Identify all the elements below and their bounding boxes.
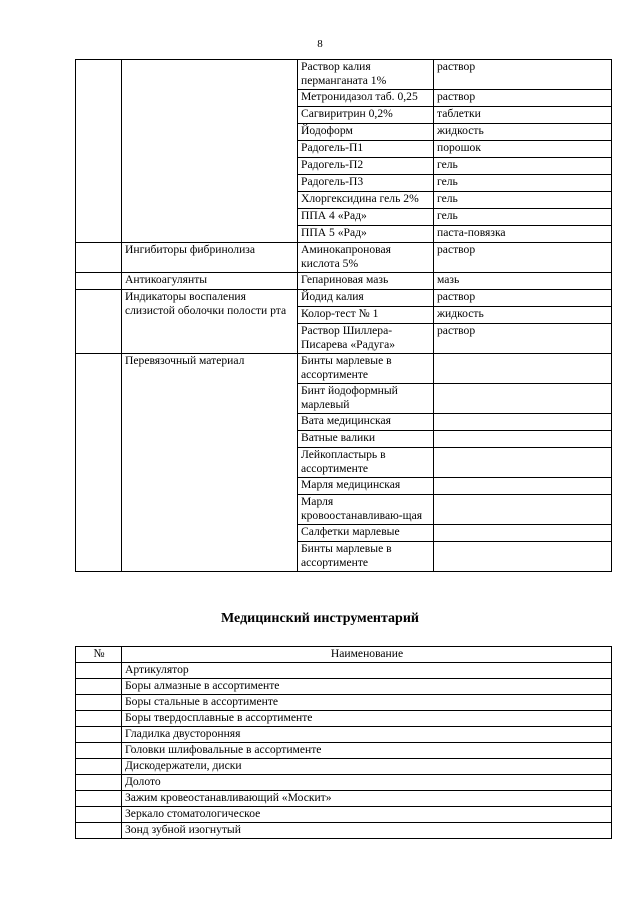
- instrument-row: [76, 807, 612, 823]
- group-number-cell: [76, 60, 122, 243]
- item-form-cell: [434, 414, 612, 431]
- item-form-cell: [434, 448, 612, 478]
- item-name-cell: Раствор Шиллера-Писарева «Радуга»: [298, 324, 434, 354]
- item-form-cell: [434, 542, 612, 572]
- supply-row: [76, 273, 612, 290]
- item-form-cell: [434, 495, 612, 525]
- category-cell: Ингибиторы фибринолиза: [122, 243, 298, 273]
- item-name-cell: Йодид калия: [298, 290, 434, 307]
- item-name-cell: ППА 4 «Рад»: [298, 209, 434, 226]
- instrument-row: [76, 759, 612, 775]
- item-name-cell: Салфетки марлевые: [298, 525, 434, 542]
- item-name-cell: Бинты марлевые в ассортименте: [298, 354, 434, 384]
- item-name-cell: Вата медицинская: [298, 414, 434, 431]
- item-form-cell: [434, 431, 612, 448]
- instrument-row: [76, 823, 612, 839]
- instrument-number-cell: [76, 679, 122, 695]
- category-cell: Перевязочный материал: [122, 354, 298, 572]
- item-name-cell: Гепариновая мазь: [298, 273, 434, 290]
- instrument-row: [76, 775, 612, 791]
- instrument-name-cell: Боры твердосплавные в ассортименте: [122, 711, 612, 727]
- item-name-cell: ППА 5 «Рад»: [298, 226, 434, 243]
- item-form-cell: паста-повязка: [434, 226, 612, 243]
- instrument-number-cell: [76, 823, 122, 839]
- item-name-cell: Хлоргексидина гель 2%: [298, 192, 434, 209]
- instrument-name-cell: Боры алмазные в ассортименте: [122, 679, 612, 695]
- item-form-cell: гель: [434, 158, 612, 175]
- instruments-table-body: [76, 663, 612, 839]
- instrument-number-cell: [76, 727, 122, 743]
- item-name-cell: Аминокапроновая кислота 5%: [298, 243, 434, 273]
- category-cell: Антикоагулянты: [122, 273, 298, 290]
- item-name-cell: Лейкопластырь в ассортименте: [298, 448, 434, 478]
- item-form-cell: раствор: [434, 60, 612, 90]
- item-form-cell: гель: [434, 192, 612, 209]
- item-form-cell: [434, 478, 612, 495]
- instruments-header-row: [76, 647, 612, 663]
- item-name-cell: Радогель-П2: [298, 158, 434, 175]
- item-form-cell: [434, 354, 612, 384]
- supply-row: [76, 354, 612, 384]
- item-form-cell: раствор: [434, 90, 612, 107]
- instrument-name-cell: Головки шлифовальные в ассортименте: [122, 743, 612, 759]
- instrument-number-cell: [76, 743, 122, 759]
- instrument-number-cell: [76, 663, 122, 679]
- item-name-cell: Йодоформ: [298, 124, 434, 141]
- item-form-cell: жидкость: [434, 124, 612, 141]
- instrument-row: [76, 679, 612, 695]
- item-name-cell: Бинты марлевые в ассортименте: [298, 542, 434, 572]
- supplies-table: [75, 59, 612, 572]
- instrument-number-cell: [76, 807, 122, 823]
- item-form-cell: [434, 384, 612, 414]
- instruments-table: [75, 646, 612, 839]
- item-form-cell: раствор: [434, 290, 612, 307]
- item-form-cell: [434, 525, 612, 542]
- instrument-row: [76, 695, 612, 711]
- instrument-name-cell: Гладилка двусторонняя: [122, 727, 612, 743]
- item-name-cell: Метронидазол таб. 0,25: [298, 90, 434, 107]
- item-form-cell: раствор: [434, 243, 612, 273]
- number-column-header: №: [76, 647, 122, 663]
- instrument-name-cell: Зеркало стоматологическое: [122, 807, 612, 823]
- instrument-number-cell: [76, 711, 122, 727]
- item-form-cell: гель: [434, 209, 612, 226]
- item-name-cell: Сагвиритрин 0,2%: [298, 107, 434, 124]
- instrument-name-cell: Зажим кровеостанавливающий «Москит»: [122, 791, 612, 807]
- instrument-number-cell: [76, 759, 122, 775]
- group-number-cell: [76, 243, 122, 273]
- supply-row: [76, 243, 612, 273]
- category-cell: [122, 60, 298, 243]
- category-cell: Индикаторы воспаления слизистой оболочки полости рта: [122, 290, 298, 354]
- instrument-row: [76, 791, 612, 807]
- supply-row: [76, 290, 612, 307]
- instrument-row: [76, 743, 612, 759]
- item-form-cell: таблетки: [434, 107, 612, 124]
- item-name-cell: Ватные валики: [298, 431, 434, 448]
- instrument-name-cell: Долото: [122, 775, 612, 791]
- item-form-cell: жидкость: [434, 307, 612, 324]
- group-number-cell: [76, 354, 122, 572]
- instrument-number-cell: [76, 791, 122, 807]
- name-column-header: Наименование: [122, 647, 612, 663]
- instruments-heading: Медицинский инструментарий: [221, 611, 419, 626]
- item-name-cell: Марля кровоостанавливаю-щая: [298, 495, 434, 525]
- instrument-row: [76, 727, 612, 743]
- item-name-cell: Радогель-П1: [298, 141, 434, 158]
- instrument-name-cell: Дискодержатели, диски: [122, 759, 612, 775]
- instrument-number-cell: [76, 695, 122, 711]
- instrument-row: [76, 711, 612, 727]
- item-form-cell: гель: [434, 175, 612, 192]
- instrument-name-cell: Боры стальные в ассортименте: [122, 695, 612, 711]
- item-name-cell: Колор-тест № 1: [298, 307, 434, 324]
- item-name-cell: Марля медицинская: [298, 478, 434, 495]
- item-name-cell: Бинт йодоформный марлевый: [298, 384, 434, 414]
- group-number-cell: [76, 273, 122, 290]
- group-number-cell: [76, 290, 122, 354]
- instrument-row: [76, 663, 612, 679]
- item-form-cell: раствор: [434, 324, 612, 354]
- supplies-table-body: [76, 60, 612, 572]
- instrument-name-cell: Зонд зубной изогнутый: [122, 823, 612, 839]
- supply-row: [76, 60, 612, 90]
- item-name-cell: Радогель-П3: [298, 175, 434, 192]
- page-number: 8: [317, 38, 323, 50]
- item-name-cell: Раствор калия перманганата 1%: [298, 60, 434, 90]
- instrument-name-cell: Артикулятор: [122, 663, 612, 679]
- item-form-cell: порошок: [434, 141, 612, 158]
- item-form-cell: мазь: [434, 273, 612, 290]
- instrument-number-cell: [76, 775, 122, 791]
